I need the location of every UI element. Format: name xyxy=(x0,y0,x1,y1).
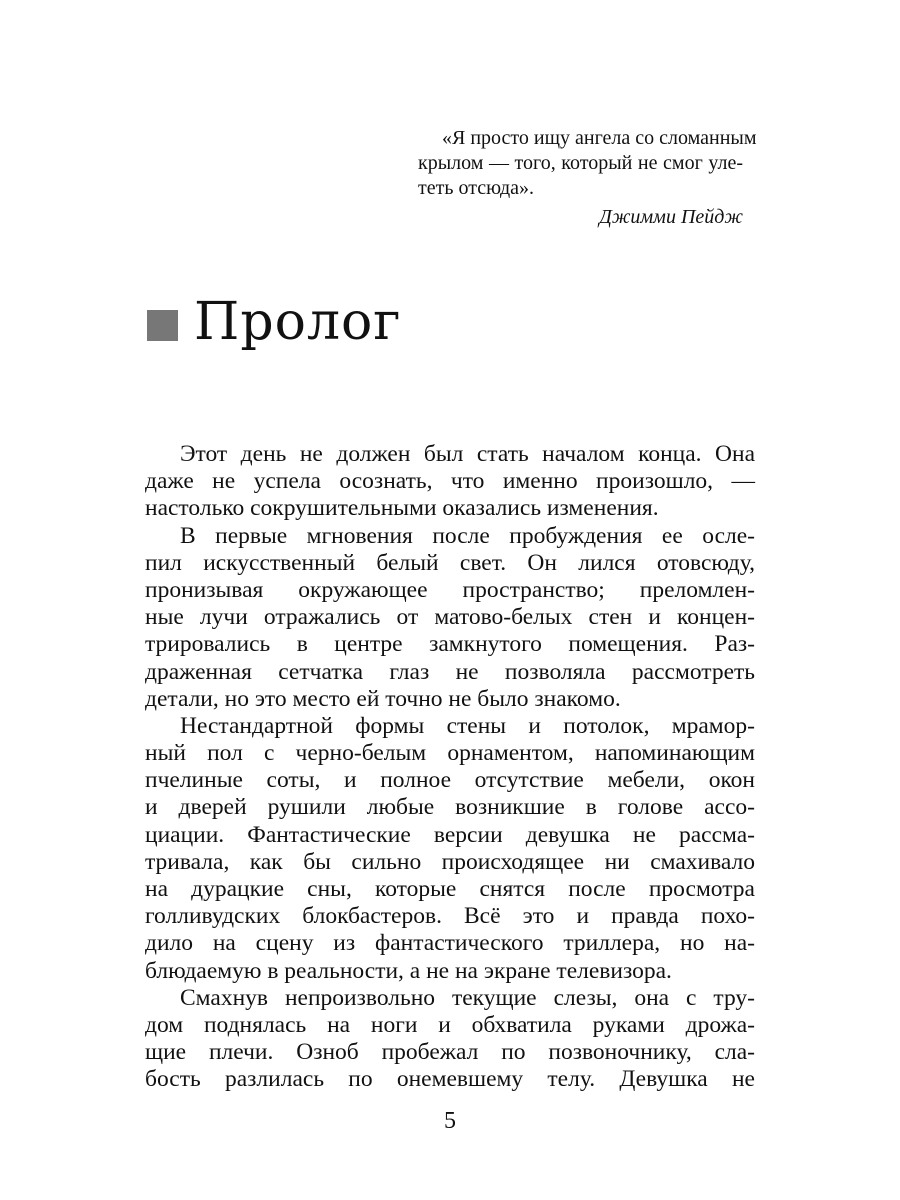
text-line: тривала, как бы сильно происходящее ни смахивало xyxy=(145,848,755,875)
text-line: на дурацкие сны, которые снятся после просмотра xyxy=(145,876,755,902)
square-bullet-icon xyxy=(147,310,178,341)
epigraph-author: Джимми Пейдж xyxy=(599,206,743,228)
chapter-heading xyxy=(147,292,402,352)
text-line: Нестандартной формы стены и потолок, мрамор- xyxy=(180,712,755,739)
text-line: циации. Фантастические версии девушка не рассма- xyxy=(145,821,755,848)
text-line: трировались в центре замкнутого помещения. Раз- xyxy=(145,631,755,658)
text-line: пил искусственный белый свет. Он лился отовсюду, xyxy=(145,549,755,576)
chapter-title: Пролог xyxy=(194,292,402,352)
text-line: ные лучи отражались от матово-белых стен и концен- xyxy=(145,604,755,631)
text-line: бость разлилась по онемевшему телу. Девушка не xyxy=(145,1066,755,1093)
text-line: даже не успела осознать, что именно произошло, — xyxy=(145,468,755,495)
epigraph-line: «Я просто ищу ангела со сломанным xyxy=(442,127,757,149)
text-line: голливудских блокбастеров. Всё это и правда похо- xyxy=(145,903,755,930)
text-line: драженная сетчатка глаз не позволяла рассмотреть xyxy=(145,658,755,685)
text-line: пронизывая окружающее пространство; преломлен- xyxy=(145,576,755,603)
body-text xyxy=(145,441,755,1094)
text-line: щие плечи. Озноб пробежал по позвоночнику, сла- xyxy=(145,1039,755,1066)
text-line: пчелиные соты, и полное отсутствие мебели, окон xyxy=(145,767,755,794)
epigraph xyxy=(418,126,757,230)
text-line: дом поднялась на ноги и обхватила руками дрожа- xyxy=(145,1011,755,1038)
epigraph-line: теть отсюда». xyxy=(418,177,535,199)
text-line: настолько сокрушительными оказались изменения. xyxy=(145,495,659,522)
page-number: 5 xyxy=(444,1108,456,1134)
text-line: детали, но это место ей точно не было знакомо. xyxy=(145,685,621,712)
epigraph-line: крылом — того, который не смог уле- xyxy=(418,152,743,174)
text-line: блюдаемую в реальности, а не на экране телевизора. xyxy=(145,957,672,984)
text-line: Смахнув непроизвольно текущие слезы, она с тру- xyxy=(180,984,755,1011)
text-line: и дверей рушили любые возникшие в голове ассо- xyxy=(145,794,755,821)
text-line: дило на сцену из фантастического триллера, но на- xyxy=(145,930,755,957)
text-line: Этот день не должен был стать началом конца. Она xyxy=(180,441,755,467)
text-line: ный пол с черно-белым орнаментом, напоминающим xyxy=(145,740,755,767)
text-line: В первые мгновения после пробуждения ее осле- xyxy=(180,522,755,549)
